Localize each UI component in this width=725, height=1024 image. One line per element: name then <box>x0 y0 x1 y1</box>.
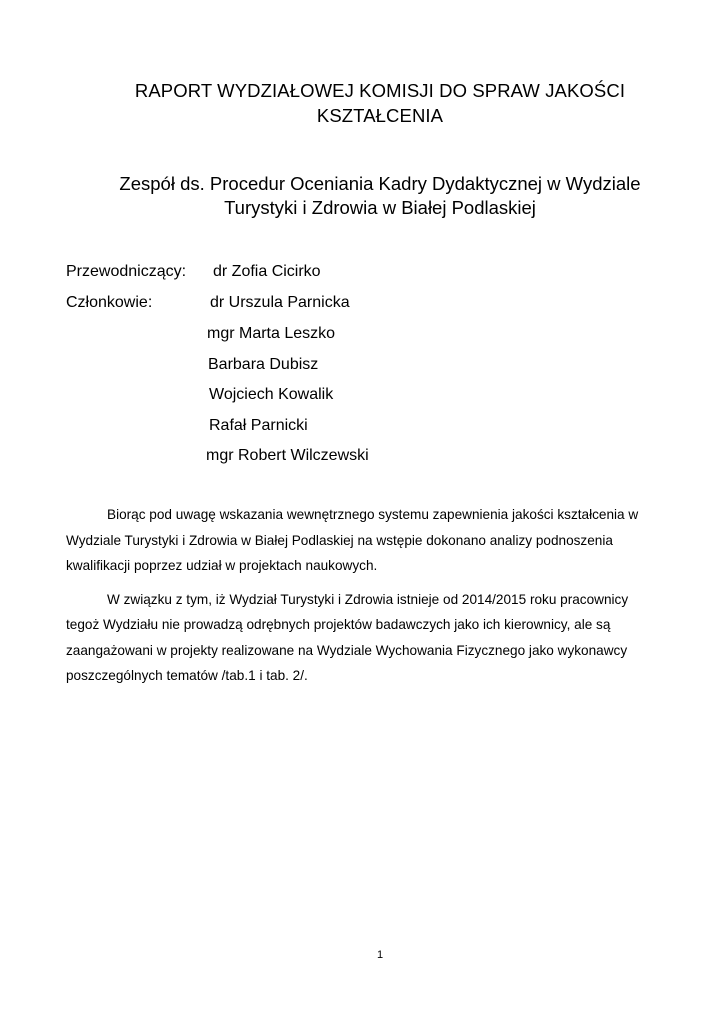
paragraph-2-line: tegoż Wydziału nie prowadzą odrębnych projektów badawczych jako ich kierownicy, ale są <box>66 617 611 632</box>
report-title-line-2: KSZTAŁCENIA <box>316 105 444 126</box>
report-title-line-1: RAPORT WYDZIAŁOWEJ KOMISJI DO SPRAW JAKOŚCI <box>134 80 626 101</box>
paragraph-2-line: zaangażowani w projekty realizowane na Wydziale Wychowania Fizycznego jako wykonawcy <box>66 643 628 658</box>
paragraph-1-line: kwalifikacji poprzez udział w projektach naukowych. <box>66 558 378 573</box>
page-number: 1 <box>376 949 384 961</box>
team-title-line-2: Turystyki i Zdrowia w Białej Podlaskiej <box>224 197 536 218</box>
member-name: dr Urszula Parnicka <box>210 294 350 311</box>
chair-name: dr Zofia Cicirko <box>213 263 321 280</box>
paragraph-1-line: Biorąc pod uwagę wskazania wewnętrznego systemu zapewnienia jakości kształcenia w <box>107 507 639 522</box>
paragraph-1-line: Wydziale Turystyki i Zdrowia w Białej Podlaskiej na wstępie dokonano analizy podnoszenia <box>66 533 613 548</box>
member-name: mgr Marta Leszko <box>207 325 336 342</box>
paragraph-2-line: W związku z tym, iż Wydział Turystyki i Zdrowia istnieje od 2014/2015 roku pracownicy <box>107 592 629 607</box>
member-name: Barbara Dubisz <box>208 356 319 373</box>
paragraph-2-line: poszczególnych tematów /tab.1 i tab. 2/. <box>66 668 308 683</box>
team-title-line-1: Zespół ds. Procedur Oceniania Kadry Dydaktycznej w Wydziale <box>119 173 641 194</box>
members-label: Członkowie: <box>66 294 153 311</box>
member-name: Wojciech Kowalik <box>209 386 334 403</box>
member-name: mgr Robert Wilczewski <box>206 447 369 464</box>
member-name: Rafał Parnicki <box>209 417 308 434</box>
chair-label: Przewodniczący: <box>66 263 187 280</box>
